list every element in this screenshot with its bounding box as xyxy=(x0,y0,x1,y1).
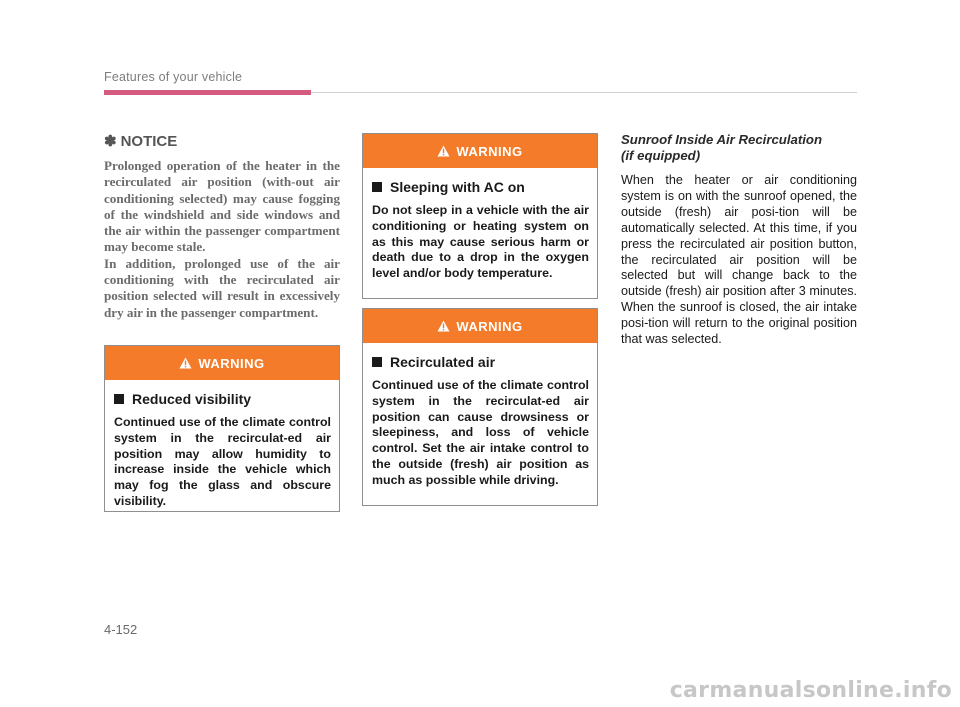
notice-label: NOTICE xyxy=(120,132,178,150)
warning-triangle-icon xyxy=(437,320,450,332)
square-bullet-icon xyxy=(372,182,382,192)
sunroof-section xyxy=(621,132,857,348)
notice-block xyxy=(104,132,340,321)
page-number: 4-152 xyxy=(104,622,138,637)
warning-triangle-icon xyxy=(179,357,192,369)
warning-header xyxy=(363,309,597,343)
warning-body xyxy=(363,168,597,290)
notice-paragraph: In addition, prolonged use of the air conditioning with the recirculated air position selected will result in excessively dry air in the passenger compartment. xyxy=(104,255,340,320)
warning-label: WARNING xyxy=(456,143,523,159)
notice-paragraph: Prolonged operation of the heater in the recirculated air position (with-out air conditioning selected) may cause fogging of the windshield and side windows and the air within the passenger compartment may become stale. xyxy=(104,158,340,255)
warning-text: Continued use of the climate control system in the recirculat-ed air position can cause drowsiness or sleepiness, and loss of vehicle control. Set the air intake control to the outside (fresh) air position as much as possible while driving. xyxy=(372,378,589,487)
sunroof-heading xyxy=(621,132,857,164)
warning-title-text: Reduced visibility xyxy=(132,391,252,407)
warning-box-reduced-visibility xyxy=(104,345,340,512)
warning-title xyxy=(372,354,589,370)
warning-label: WARNING xyxy=(198,355,265,371)
warning-label: WARNING xyxy=(456,318,523,334)
warning-title xyxy=(372,179,589,195)
warning-title-text: Sleeping with AC on xyxy=(390,179,525,195)
sunroof-body: When the heater or air conditioning system is on with the sunroof opened, the outside (fresh) air posi-tion will be automatically selected. At this time, if you press the recirculated air position button, the recirculated air position will be selected but will change back to the outside (fresh) air position after 3 minutes. When the sunroof is closed, the air intake posi-tion will return to the original position that was selected. xyxy=(621,173,857,347)
warning-triangle-icon xyxy=(437,145,450,157)
sunroof-heading-qualifier: (if equipped) xyxy=(621,148,701,163)
warning-box-recirculated-air xyxy=(362,308,598,506)
warning-text: Do not sleep in a vehicle with the air conditioning or heating system on as this may cause serious harm or death due to a drop in the oxygen level and/or body temperature. xyxy=(372,203,589,281)
notice-body xyxy=(104,158,340,321)
watermark: carmanualsonline.info xyxy=(669,678,952,703)
warning-title-text: Recirculated air xyxy=(390,354,496,370)
warning-body xyxy=(363,343,597,497)
header-accent-bar xyxy=(104,90,311,95)
warning-header xyxy=(105,346,339,380)
warning-box-sleeping-ac xyxy=(362,133,598,299)
square-bullet-icon xyxy=(114,394,124,404)
square-bullet-icon xyxy=(372,357,382,367)
header-divider xyxy=(311,92,857,93)
warning-header xyxy=(363,134,597,168)
notice-heading xyxy=(104,132,340,150)
section-title: Features of your vehicle xyxy=(104,70,243,84)
notice-star-icon: ✽ xyxy=(104,133,117,150)
warning-title xyxy=(114,391,331,407)
warning-text: Continued use of the climate control system in the recirculat-ed air position may allow humidity to increase inside the vehicle which may fog the glass and obscure visibility. xyxy=(114,415,331,508)
warning-body xyxy=(105,380,339,518)
sunroof-heading-line: Sunroof Inside Air Recirculation xyxy=(621,132,823,147)
